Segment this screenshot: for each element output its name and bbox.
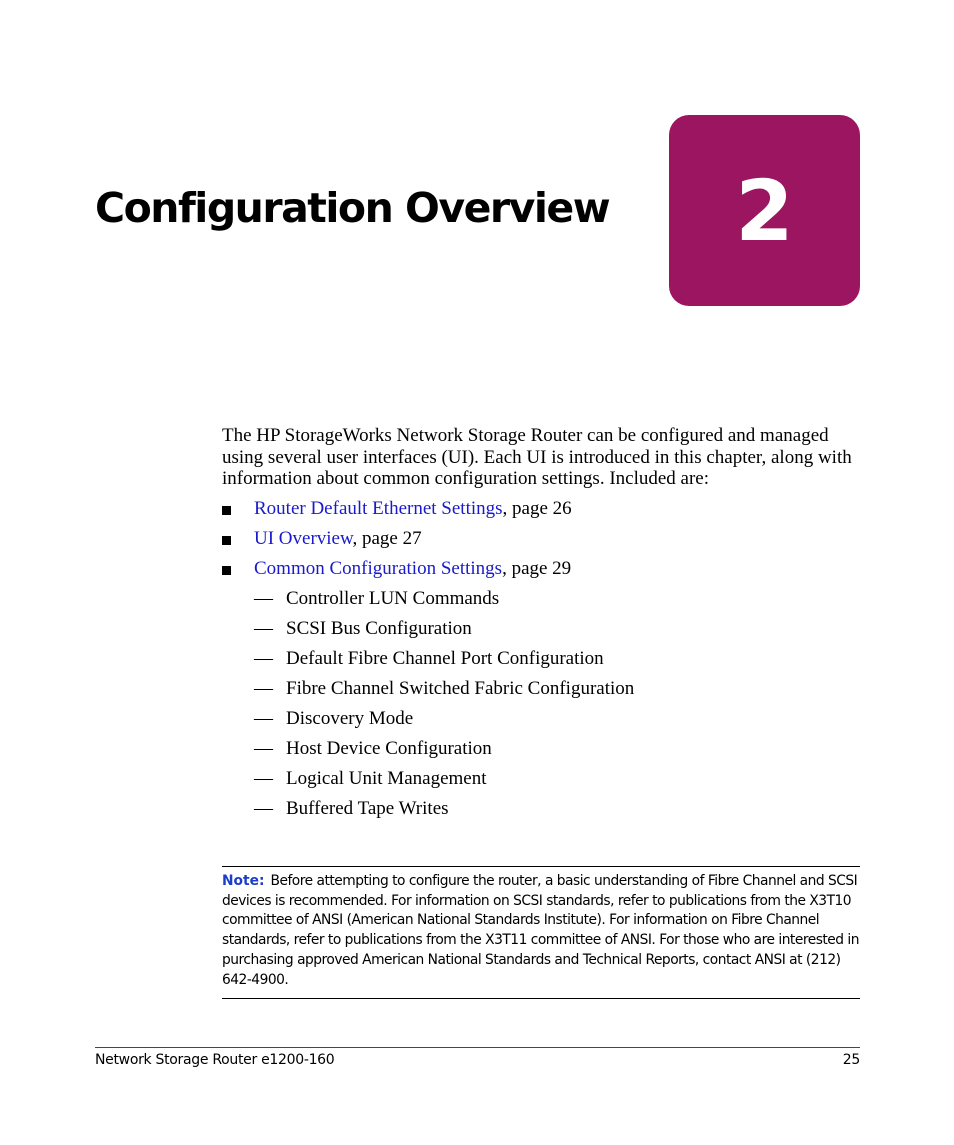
note-bottom-rule: [222, 998, 860, 999]
square-bullet-icon: [222, 566, 231, 575]
chapter-number: 2: [735, 161, 794, 260]
dash-icon: —: [254, 678, 273, 699]
dash-icon: —: [254, 588, 273, 609]
page-reference: , page 26: [502, 498, 572, 519]
dash-icon: —: [254, 768, 273, 789]
dash-icon: —: [254, 798, 273, 819]
footer-rule: [95, 1047, 860, 1048]
page-number: 25: [842, 1052, 860, 1068]
link-common-configuration-settings[interactable]: Common Configuration Settings: [254, 558, 503, 579]
chapter-number-badge: [669, 115, 860, 306]
page-reference: , page 29: [502, 558, 572, 579]
note-box: [222, 872, 862, 990]
dash-icon: —: [254, 648, 273, 669]
note-top-rule: [222, 866, 860, 867]
chapter-title: Configuration Overview: [95, 184, 610, 232]
note-label: Note:: [222, 873, 265, 889]
page-reference: , page 27: [352, 528, 422, 549]
dash-icon: —: [254, 738, 273, 759]
intro-paragraph: The HP StorageWorks Network Storage Router can be configured and managed using several user interfaces (UI). Each UI is introduced in this chapter, along with information about common configuration settings. Included are:: [222, 425, 852, 489]
dash-icon: —: [254, 618, 273, 639]
link-router-default-ethernet-settings[interactable]: Router Default Ethernet Settings: [254, 498, 503, 519]
square-bullet-icon: [222, 506, 231, 515]
dash-icon: —: [254, 708, 273, 729]
square-bullet-icon: [222, 536, 231, 545]
note-text: Before attempting to configure the router, a basic understanding of Fibre Channel and SCSI devices is recommended. For information on SCSI standards, refer to publications from the X3T10 committee of ANSI (American National Standards Institute). For information on Fibre Channel standards, refer to publications from the X3T11 committee of ANSI. For those who are interested in purchasing approved American National Standards and Technical Reports, contact ANSI at (212) 642-4900.: [222, 873, 859, 988]
footer-title: Network Storage Router e1200-160: [95, 1052, 335, 1068]
link-ui-overview[interactable]: UI Overview: [254, 528, 353, 549]
